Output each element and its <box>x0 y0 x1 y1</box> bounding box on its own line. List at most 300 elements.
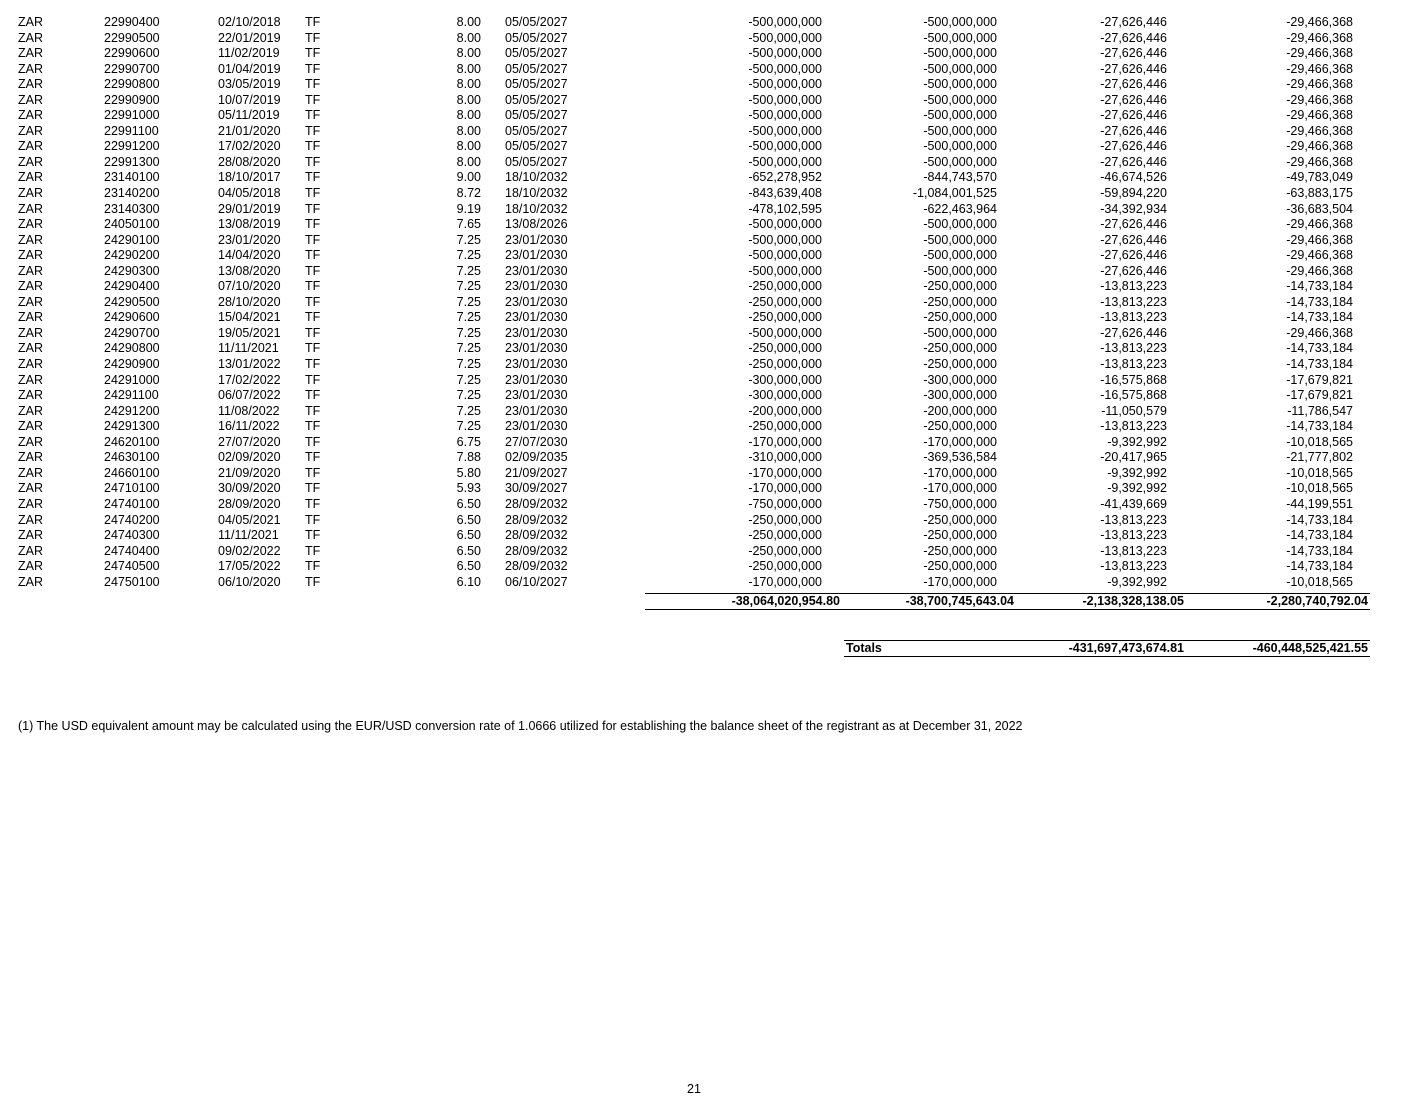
amount-3-cell: -27,626,446 <box>1100 139 1167 154</box>
currency-cell: ZAR <box>18 201 43 216</box>
rate-type-cell: TF <box>305 559 321 574</box>
interest-rate-cell: 8.00 <box>456 61 481 76</box>
interest-rate-cell: 7.88 <box>456 450 481 465</box>
amount-1-cell: -500,000,000 <box>748 232 822 247</box>
issue-date-cell: 19/05/2021 <box>218 325 281 340</box>
maturity-date-cell: 18/10/2032 <box>505 170 568 185</box>
interest-rate-cell: 6.50 <box>456 528 481 543</box>
amount-4-cell: -14,733,184 <box>1286 528 1353 543</box>
loan-number-cell: 22990500 <box>104 30 160 45</box>
rate-type-cell: TF <box>305 30 321 45</box>
amount-1-cell: -500,000,000 <box>748 139 822 154</box>
table-row <box>18 155 1354 171</box>
currency-cell: ZAR <box>18 450 43 465</box>
rate-type-cell: TF <box>305 310 321 325</box>
issue-date-cell: 16/11/2022 <box>218 419 280 434</box>
table-row <box>18 528 1354 544</box>
loan-number-cell: 24290100 <box>104 232 160 247</box>
currency-cell: ZAR <box>18 77 43 92</box>
amount-4-cell: -29,466,368 <box>1286 123 1353 138</box>
rate-type-cell: TF <box>305 170 321 185</box>
interest-rate-cell: 7.25 <box>456 357 481 372</box>
amount-3-cell: -9,392,992 <box>1107 434 1167 449</box>
amount-1-cell: -500,000,000 <box>748 92 822 107</box>
table-row <box>18 466 1354 482</box>
amount-3-cell: -13,813,223 <box>1100 528 1167 543</box>
amount-2-cell: -369,536,584 <box>923 450 997 465</box>
amount-1-cell: -250,000,000 <box>748 559 822 574</box>
issue-date-cell: 27/07/2020 <box>218 434 281 449</box>
amount-3-cell: -27,626,446 <box>1100 232 1167 247</box>
amount-1-cell: -500,000,000 <box>748 123 822 138</box>
maturity-date-cell: 23/01/2030 <box>505 279 568 294</box>
issue-date-cell: 01/04/2019 <box>218 61 281 76</box>
currency-cell: ZAR <box>18 528 43 543</box>
rate-type-cell: TF <box>305 419 321 434</box>
rate-type-cell: TF <box>305 434 321 449</box>
rate-type-cell: TF <box>305 92 321 107</box>
amount-2-cell: -200,000,000 <box>923 403 997 418</box>
interest-rate-cell: 7.25 <box>456 279 481 294</box>
currency-cell: ZAR <box>18 496 43 511</box>
amount-1-cell: -750,000,000 <box>748 496 822 511</box>
amount-4-cell: -29,466,368 <box>1286 154 1353 169</box>
loan-number-cell: 24290500 <box>104 294 160 309</box>
table-row <box>18 513 1354 529</box>
loan-number-cell: 24620100 <box>104 434 160 449</box>
table-row <box>18 310 1354 326</box>
amount-2-cell: -250,000,000 <box>923 512 997 527</box>
loan-number-cell: 22990900 <box>104 92 160 107</box>
amount-3-cell: -27,626,446 <box>1100 61 1167 76</box>
amount-1-cell: -300,000,000 <box>748 372 822 387</box>
issue-date-cell: 14/04/2020 <box>218 248 281 263</box>
loan-number-cell: 24750100 <box>104 574 160 589</box>
issue-date-cell: 21/09/2020 <box>218 465 281 480</box>
loan-number-cell: 24630100 <box>104 450 160 465</box>
page-number: 21 <box>687 1082 701 1096</box>
amount-3-cell: -13,813,223 <box>1100 559 1167 574</box>
currency-cell: ZAR <box>18 341 43 356</box>
issue-date-cell: 11/02/2019 <box>218 46 280 61</box>
amount-3-cell: -27,626,446 <box>1100 263 1167 278</box>
rate-type-cell: TF <box>305 217 321 232</box>
rate-type-cell: TF <box>305 279 321 294</box>
interest-rate-cell: 5.80 <box>456 465 481 480</box>
currency-cell: ZAR <box>18 357 43 372</box>
loan-number-cell: 24291300 <box>104 419 160 434</box>
loan-number-cell: 24290400 <box>104 279 160 294</box>
currency-cell: ZAR <box>18 403 43 418</box>
currency-cell: ZAR <box>18 481 43 496</box>
loan-number-cell: 24740500 <box>104 559 160 574</box>
amount-2-cell: -250,000,000 <box>923 357 997 372</box>
amount-3-cell: -11,050,579 <box>1101 403 1167 418</box>
amount-3-cell: -13,813,223 <box>1100 341 1167 356</box>
loan-number-cell: 23140300 <box>104 201 160 216</box>
amount-4-cell: -17,679,821 <box>1286 372 1353 387</box>
maturity-date-cell: 05/05/2027 <box>505 108 568 123</box>
currency-cell: ZAR <box>18 465 43 480</box>
currency-cell: ZAR <box>18 263 43 278</box>
currency-cell: ZAR <box>18 30 43 45</box>
amount-1-cell: -500,000,000 <box>748 30 822 45</box>
currency-cell: ZAR <box>18 372 43 387</box>
amount-4-cell: -29,466,368 <box>1286 61 1353 76</box>
currency-cell: ZAR <box>18 139 43 154</box>
amount-4-cell: -44,199,551 <box>1286 496 1353 511</box>
issue-date-cell: 28/08/2020 <box>218 154 281 169</box>
loan-number-cell: 24660100 <box>104 465 160 480</box>
table-row <box>18 575 1354 591</box>
maturity-date-cell: 23/01/2030 <box>505 263 568 278</box>
rate-type-cell: TF <box>305 201 321 216</box>
amount-3-cell: -16,575,868 <box>1100 388 1167 403</box>
table-row <box>18 544 1354 560</box>
amount-1-cell: -300,000,000 <box>748 388 822 403</box>
currency-cell: ZAR <box>18 325 43 340</box>
amount-3-cell: -13,813,223 <box>1100 419 1167 434</box>
currency-cell: ZAR <box>18 154 43 169</box>
amount-2-cell: -250,000,000 <box>923 310 997 325</box>
currency-cell: ZAR <box>18 543 43 558</box>
amount-1-cell: -652,278,952 <box>748 170 822 185</box>
loan-number-cell: 23140200 <box>104 186 160 201</box>
table-row <box>18 139 1354 155</box>
amount-1-cell: -500,000,000 <box>748 325 822 340</box>
maturity-date-cell: 23/01/2030 <box>505 372 568 387</box>
issue-date-cell: 10/07/2019 <box>218 92 281 107</box>
amount-4-cell: -14,733,184 <box>1286 512 1353 527</box>
maturity-date-cell: 23/01/2030 <box>505 294 568 309</box>
table-row <box>18 264 1354 280</box>
rate-type-cell: TF <box>305 46 321 61</box>
amount-2-cell: -250,000,000 <box>923 341 997 356</box>
amount-1-cell: -170,000,000 <box>748 574 822 589</box>
amount-3-cell: -27,626,446 <box>1100 15 1167 29</box>
loan-number-cell: 22991200 <box>104 139 160 154</box>
interest-rate-cell: 7.25 <box>456 372 481 387</box>
interest-rate-cell: 8.00 <box>456 46 481 61</box>
amount-2-cell: -500,000,000 <box>923 139 997 154</box>
table-row <box>18 46 1354 62</box>
table-row <box>18 295 1354 311</box>
rate-type-cell: TF <box>305 248 321 263</box>
issue-date-cell: 11/11/2021 <box>218 528 279 543</box>
grand-totals-row <box>844 640 1370 657</box>
maturity-date-cell: 23/01/2030 <box>505 248 568 263</box>
issue-date-cell: 17/05/2022 <box>218 559 281 574</box>
amount-4-cell: -11,786,547 <box>1287 403 1353 418</box>
amount-1-cell: -310,000,000 <box>748 450 822 465</box>
rate-type-cell: TF <box>305 294 321 309</box>
rate-type-cell: TF <box>305 15 321 29</box>
issue-date-cell: 06/10/2020 <box>218 574 281 589</box>
issue-date-cell: 02/09/2020 <box>218 450 281 465</box>
interest-rate-cell: 9.00 <box>456 170 481 185</box>
amount-4-cell: -14,733,184 <box>1286 341 1353 356</box>
amount-1-cell: -500,000,000 <box>748 46 822 61</box>
interest-rate-cell: 8.00 <box>456 154 481 169</box>
amount-3-cell: -13,813,223 <box>1100 310 1167 325</box>
amount-2-cell: -250,000,000 <box>923 528 997 543</box>
currency-cell: ZAR <box>18 170 43 185</box>
rate-type-cell: TF <box>305 496 321 511</box>
amount-1-cell: -250,000,000 <box>748 543 822 558</box>
amount-3-cell: -27,626,446 <box>1100 46 1167 61</box>
amount-1-cell: -250,000,000 <box>748 341 822 356</box>
amount-1-cell: -170,000,000 <box>748 465 822 480</box>
amount-3-cell: -27,626,446 <box>1100 123 1167 138</box>
amount-4-cell: -17,679,821 <box>1286 388 1353 403</box>
interest-rate-cell: 6.50 <box>456 512 481 527</box>
amount-1-cell: -478,102,595 <box>748 201 822 216</box>
issue-date-cell: 13/01/2022 <box>218 357 281 372</box>
amount-4-cell: -10,018,565 <box>1286 465 1353 480</box>
currency-cell: ZAR <box>18 248 43 263</box>
table-row <box>18 279 1354 295</box>
rate-type-cell: TF <box>305 263 321 278</box>
rate-type-cell: TF <box>305 154 321 169</box>
amount-4-cell: -14,733,184 <box>1286 310 1353 325</box>
amount-1-cell: -250,000,000 <box>748 419 822 434</box>
amount-1-cell: -843,639,408 <box>748 186 822 201</box>
interest-rate-cell: 6.50 <box>456 559 481 574</box>
amount-3-cell: -9,392,992 <box>1107 481 1167 496</box>
amount-2-cell: -170,000,000 <box>923 481 997 496</box>
table-row <box>18 373 1354 389</box>
currency-cell: ZAR <box>18 232 43 247</box>
amount-2-cell: -250,000,000 <box>923 419 997 434</box>
rate-type-cell: TF <box>305 512 321 527</box>
amount-2-cell: -300,000,000 <box>923 372 997 387</box>
rate-type-cell: TF <box>305 325 321 340</box>
subtotal-amount-2: -38,700,745,643.04 <box>905 594 1014 608</box>
issue-date-cell: 17/02/2022 <box>218 372 281 387</box>
rate-type-cell: TF <box>305 108 321 123</box>
currency-cell: ZAR <box>18 512 43 527</box>
currency-cell: ZAR <box>18 217 43 232</box>
amount-3-cell: -27,626,446 <box>1100 325 1167 340</box>
amount-4-cell: -29,466,368 <box>1286 108 1353 123</box>
totals-amount-1: -431,697,473,674.81 <box>1068 641 1184 655</box>
maturity-date-cell: 02/09/2035 <box>505 450 568 465</box>
amount-2-cell: -750,000,000 <box>923 496 997 511</box>
currency-cell: ZAR <box>18 574 43 589</box>
maturity-date-cell: 05/05/2027 <box>505 123 568 138</box>
interest-rate-cell: 7.25 <box>456 263 481 278</box>
amount-4-cell: -29,466,368 <box>1286 263 1353 278</box>
issue-date-cell: 13/08/2019 <box>218 217 281 232</box>
amount-1-cell: -250,000,000 <box>748 310 822 325</box>
amount-2-cell: -500,000,000 <box>923 263 997 278</box>
interest-rate-cell: 7.25 <box>456 388 481 403</box>
table-body <box>18 15 1354 590</box>
amount-2-cell: -250,000,000 <box>923 294 997 309</box>
amount-3-cell: -20,417,965 <box>1100 450 1167 465</box>
amount-3-cell: -13,813,223 <box>1100 357 1167 372</box>
amount-4-cell: -29,466,368 <box>1286 92 1353 107</box>
currency-cell: ZAR <box>18 92 43 107</box>
issue-date-cell: 21/01/2020 <box>218 123 281 138</box>
rate-type-cell: TF <box>305 139 321 154</box>
interest-rate-cell: 6.75 <box>456 434 481 449</box>
amount-1-cell: -250,000,000 <box>748 512 822 527</box>
amount-2-cell: -500,000,000 <box>923 217 997 232</box>
maturity-date-cell: 30/09/2027 <box>505 481 568 496</box>
issue-date-cell: 22/01/2019 <box>218 30 281 45</box>
amount-2-cell: -170,000,000 <box>923 465 997 480</box>
amount-2-cell: -250,000,000 <box>923 559 997 574</box>
maturity-date-cell: 28/09/2032 <box>505 512 568 527</box>
amount-3-cell: -27,626,446 <box>1100 92 1167 107</box>
loan-number-cell: 24740400 <box>104 543 160 558</box>
amount-1-cell: -250,000,000 <box>748 279 822 294</box>
amount-4-cell: -29,466,368 <box>1286 232 1353 247</box>
issue-date-cell: 30/09/2020 <box>218 481 281 496</box>
interest-rate-cell: 7.25 <box>456 403 481 418</box>
maturity-date-cell: 23/01/2030 <box>505 325 568 340</box>
currency-cell: ZAR <box>18 123 43 138</box>
loan-number-cell: 24290800 <box>104 341 160 356</box>
amount-3-cell: -27,626,446 <box>1100 154 1167 169</box>
amount-1-cell: -170,000,000 <box>748 481 822 496</box>
issue-date-cell: 23/01/2020 <box>218 232 281 247</box>
table-row <box>18 186 1354 202</box>
table-row <box>18 481 1354 497</box>
loan-number-cell: 22991100 <box>104 123 159 138</box>
maturity-date-cell: 18/10/2032 <box>505 186 568 201</box>
currency-cell: ZAR <box>18 279 43 294</box>
table-row <box>18 497 1354 513</box>
issue-date-cell: 02/10/2018 <box>218 15 281 29</box>
maturity-date-cell: 21/09/2027 <box>505 465 568 480</box>
interest-rate-cell: 8.00 <box>456 123 481 138</box>
rate-type-cell: TF <box>305 481 321 496</box>
amount-3-cell: -9,392,992 <box>1107 465 1167 480</box>
amount-3-cell: -27,626,446 <box>1100 217 1167 232</box>
table-row <box>18 62 1354 78</box>
table-row <box>18 108 1354 124</box>
maturity-date-cell: 28/09/2032 <box>505 543 568 558</box>
amount-3-cell: -9,392,992 <box>1107 574 1167 589</box>
amount-3-cell: -59,894,220 <box>1100 186 1167 201</box>
amount-3-cell: -13,813,223 <box>1100 512 1167 527</box>
amount-3-cell: -27,626,446 <box>1100 77 1167 92</box>
amount-4-cell: -14,733,184 <box>1286 294 1353 309</box>
amount-1-cell: -200,000,000 <box>748 403 822 418</box>
amount-2-cell: -500,000,000 <box>923 77 997 92</box>
rate-type-cell: TF <box>305 341 321 356</box>
amount-2-cell: -250,000,000 <box>923 279 997 294</box>
table-row <box>18 559 1354 575</box>
maturity-date-cell: 28/09/2032 <box>505 528 568 543</box>
amount-1-cell: -500,000,000 <box>748 108 822 123</box>
table-row <box>18 93 1354 109</box>
maturity-date-cell: 13/08/2026 <box>505 217 568 232</box>
amount-2-cell: -500,000,000 <box>923 92 997 107</box>
issue-date-cell: 13/08/2020 <box>218 263 281 278</box>
interest-rate-cell: 8.00 <box>456 77 481 92</box>
loan-number-cell: 22990400 <box>104 15 160 29</box>
amount-4-cell: -14,733,184 <box>1286 543 1353 558</box>
table-row <box>18 388 1354 404</box>
interest-rate-cell: 7.25 <box>456 232 481 247</box>
amount-2-cell: -170,000,000 <box>923 434 997 449</box>
amount-4-cell: -10,018,565 <box>1286 574 1353 589</box>
rate-type-cell: TF <box>305 61 321 76</box>
interest-rate-cell: 7.25 <box>456 248 481 263</box>
maturity-date-cell: 23/01/2030 <box>505 232 568 247</box>
amount-2-cell: -250,000,000 <box>923 543 997 558</box>
rate-type-cell: TF <box>305 372 321 387</box>
interest-rate-cell: 7.65 <box>456 217 481 232</box>
amount-4-cell: -14,733,184 <box>1286 279 1353 294</box>
amount-4-cell: -29,466,368 <box>1286 217 1353 232</box>
amount-4-cell: -29,466,368 <box>1286 30 1353 45</box>
amount-3-cell: -27,626,446 <box>1100 108 1167 123</box>
issue-date-cell: 18/10/2017 <box>218 170 281 185</box>
issue-date-cell: 04/05/2018 <box>218 186 281 201</box>
totals-label: Totals <box>846 641 882 655</box>
amount-1-cell: -250,000,000 <box>748 357 822 372</box>
table-row <box>18 15 1354 31</box>
amount-4-cell: -29,466,368 <box>1286 15 1353 29</box>
amount-2-cell: -170,000,000 <box>923 574 997 589</box>
amount-1-cell: -500,000,000 <box>748 15 822 29</box>
table-row <box>18 124 1354 140</box>
maturity-date-cell: 06/10/2027 <box>505 574 568 589</box>
amount-4-cell: -29,466,368 <box>1286 248 1353 263</box>
interest-rate-cell: 5.93 <box>456 481 481 496</box>
rate-type-cell: TF <box>305 574 321 589</box>
maturity-date-cell: 05/05/2027 <box>505 61 568 76</box>
rate-type-cell: TF <box>305 528 321 543</box>
amount-1-cell: -500,000,000 <box>748 263 822 278</box>
currency-cell: ZAR <box>18 434 43 449</box>
amount-3-cell: -46,674,526 <box>1100 170 1167 185</box>
currency-subtotal-row <box>645 593 1370 610</box>
amount-4-cell: -29,466,368 <box>1286 46 1353 61</box>
maturity-date-cell: 28/09/2032 <box>505 559 568 574</box>
interest-rate-cell: 7.25 <box>456 310 481 325</box>
table-row <box>18 419 1354 435</box>
loan-number-cell: 22990800 <box>104 77 160 92</box>
maturity-date-cell: 23/01/2030 <box>505 341 568 356</box>
amount-2-cell: -500,000,000 <box>923 232 997 247</box>
maturity-date-cell: 23/01/2030 <box>505 419 568 434</box>
amount-1-cell: -500,000,000 <box>748 217 822 232</box>
interest-rate-cell: 6.50 <box>456 543 481 558</box>
loan-number-cell: 24290600 <box>104 310 160 325</box>
currency-cell: ZAR <box>18 186 43 201</box>
amount-1-cell: -500,000,000 <box>748 61 822 76</box>
maturity-date-cell: 05/05/2027 <box>505 139 568 154</box>
loan-number-cell: 24290700 <box>104 325 160 340</box>
currency-cell: ZAR <box>18 108 43 123</box>
loan-number-cell: 22990600 <box>104 46 160 61</box>
maturity-date-cell: 23/01/2030 <box>505 357 568 372</box>
subtotal-amount-1: -38,064,020,954.80 <box>731 594 840 608</box>
interest-rate-cell: 7.25 <box>456 341 481 356</box>
amount-2-cell: -500,000,000 <box>923 30 997 45</box>
interest-rate-cell: 6.10 <box>456 574 481 589</box>
amount-2-cell: -622,463,964 <box>923 201 997 216</box>
rate-type-cell: TF <box>305 403 321 418</box>
amount-4-cell: -21,777,802 <box>1286 450 1353 465</box>
currency-cell: ZAR <box>18 46 43 61</box>
amount-2-cell: -500,000,000 <box>923 61 997 76</box>
